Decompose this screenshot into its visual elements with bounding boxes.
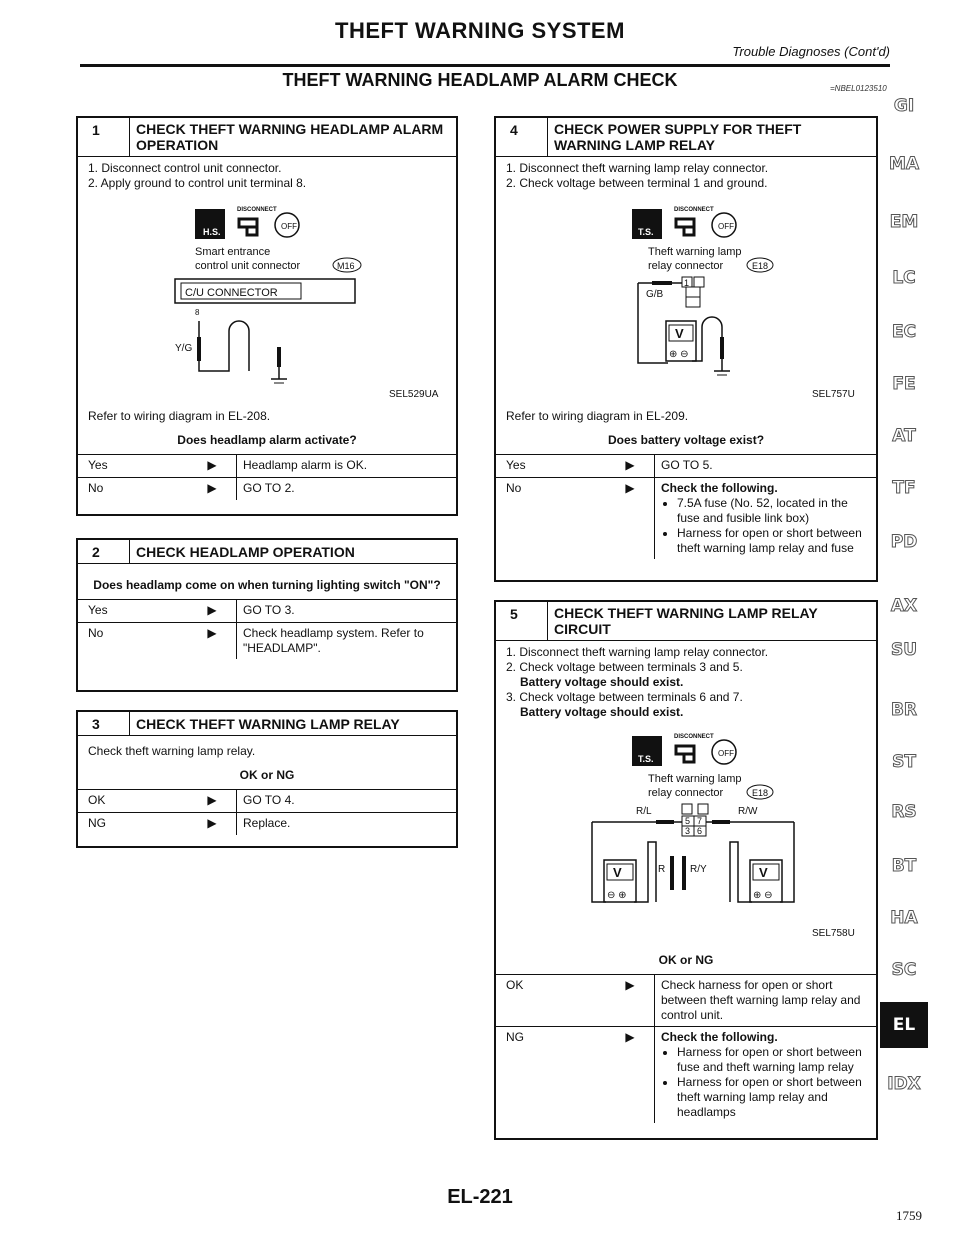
diagram-caption: Theft warning lamp bbox=[648, 246, 742, 258]
wire-color: R/Y bbox=[690, 864, 707, 875]
voltmeter-label: V bbox=[675, 326, 684, 341]
off-label: OFF bbox=[718, 749, 734, 758]
arrow-icon: ▶ bbox=[625, 1030, 635, 1044]
answer-label: Yes bbox=[88, 603, 108, 617]
step-number: 5 bbox=[496, 602, 548, 640]
step-text: 2. Check voltage between terminals 3 and 5. bbox=[506, 660, 743, 674]
question: Does headlamp come on when turning lighting switch "ON"? bbox=[93, 578, 441, 592]
step-spec: Battery voltage should exist. bbox=[520, 705, 684, 719]
diagram-caption: relay connector bbox=[648, 787, 724, 799]
ts-label: T.S. bbox=[638, 227, 654, 237]
answer-row bbox=[78, 789, 456, 812]
off-label: OFF bbox=[281, 222, 297, 231]
check-item: • 7.5A fuse (No. 52, located in the fuse and fusible link box) bbox=[677, 496, 870, 526]
diagram-caption: control unit connector bbox=[195, 260, 301, 272]
answer-label: NG bbox=[88, 816, 106, 830]
answer-row bbox=[496, 477, 876, 559]
disconnect-label: DISCONNECT bbox=[237, 207, 277, 213]
answer-label: No bbox=[88, 626, 104, 640]
refer-text: Refer to wiring diagram in EL-209. bbox=[506, 409, 689, 423]
answer-row bbox=[78, 599, 456, 622]
tab-su[interactable]: SU bbox=[890, 640, 918, 660]
tab-ha[interactable]: HA bbox=[890, 908, 918, 928]
answer-row bbox=[496, 974, 876, 1026]
hs-label: H.S. bbox=[203, 227, 221, 237]
terminal-label: 3 bbox=[685, 826, 691, 836]
check-heading: Check the following. bbox=[661, 1030, 778, 1044]
wire-color: Y/G bbox=[175, 343, 193, 354]
disconnect-label: DISCONNECT bbox=[674, 207, 714, 213]
step-text: 1. Disconnect theft warning lamp relay connector. bbox=[506, 645, 769, 659]
answer-result: Check headlamp system. Refer to "HEADLAMP". bbox=[236, 623, 456, 659]
arrow-icon: ▶ bbox=[207, 816, 217, 830]
wire-color: R/W bbox=[738, 806, 758, 817]
answer-row bbox=[496, 1026, 876, 1123]
answer-result: GO TO 5. bbox=[654, 455, 876, 477]
diagram-caption: relay connector bbox=[648, 260, 724, 272]
terminal-label: 8 bbox=[195, 308, 200, 317]
answer-row bbox=[78, 454, 456, 477]
terminal-label: 1 bbox=[684, 278, 690, 288]
tab-sc[interactable]: SC bbox=[891, 960, 917, 980]
tab-bt[interactable]: BT bbox=[891, 856, 917, 876]
answer-result: Check harness for open or short between theft warning lamp relay and control unit. bbox=[654, 975, 876, 1026]
check-item: • Harness for open or short between theft warning lamp relay and fuse bbox=[677, 526, 870, 556]
tab-pd[interactable]: PD bbox=[890, 532, 918, 552]
connector-icon bbox=[676, 219, 694, 235]
answer-row bbox=[496, 454, 876, 477]
ts-label: T.S. bbox=[638, 754, 654, 764]
tab-st[interactable]: ST bbox=[892, 752, 916, 772]
diagram-caption: Smart entrance bbox=[195, 246, 271, 258]
tab-ec[interactable]: EC bbox=[891, 322, 917, 342]
step-title: CHECK THEFT WARNING HEADLAMP ALARM OPERATION bbox=[136, 121, 444, 153]
answer-result: GO TO 4. bbox=[236, 790, 456, 812]
connector-label: C/U CONNECTOR bbox=[185, 287, 278, 299]
wiring-diagram bbox=[506, 726, 866, 946]
connector-icon bbox=[239, 219, 257, 235]
terminal-label: 7 bbox=[697, 816, 703, 826]
question: OK or NG bbox=[239, 768, 295, 782]
arrow-icon: ▶ bbox=[207, 626, 217, 640]
answer-label: No bbox=[88, 481, 104, 495]
tab-tf[interactable]: TF bbox=[892, 478, 916, 498]
step-box-3 bbox=[76, 710, 458, 848]
step-text: 1. Disconnect control unit connector. bbox=[88, 161, 282, 175]
check-item: • Harness for open or short between fuse and theft warning lamp relay bbox=[677, 1045, 870, 1075]
arrow-icon: ▶ bbox=[625, 481, 635, 495]
header-rule bbox=[80, 64, 890, 67]
step-spec: Battery voltage should exist. bbox=[520, 675, 684, 689]
wire-color: R bbox=[658, 864, 666, 875]
arrow-icon: ▶ bbox=[207, 458, 217, 472]
answer-result bbox=[654, 1027, 876, 1123]
step-box-2 bbox=[76, 538, 458, 692]
diagram-code: SEL758U bbox=[812, 928, 855, 939]
off-label: OFF bbox=[718, 222, 734, 231]
refer-text: Refer to wiring diagram in EL-208. bbox=[88, 409, 271, 423]
connector-id: E18 bbox=[752, 261, 769, 271]
tab-idx[interactable]: IDX bbox=[887, 1074, 921, 1094]
tab-em[interactable]: EM bbox=[889, 212, 919, 232]
step-box-4 bbox=[494, 116, 878, 582]
step-text: 3. Check voltage between terminals 6 and 7. bbox=[506, 690, 743, 704]
answer-row bbox=[78, 622, 456, 659]
answer-result: GO TO 3. bbox=[236, 600, 456, 622]
tab-rs[interactable]: RS bbox=[891, 802, 917, 822]
step-box-1 bbox=[76, 116, 458, 516]
tab-el-active[interactable]: EL bbox=[880, 1002, 928, 1048]
answer-row bbox=[78, 812, 456, 835]
answer-label: OK bbox=[506, 978, 524, 992]
step-title: CHECK HEADLAMP OPERATION bbox=[136, 544, 355, 560]
arrow-icon: ▶ bbox=[207, 603, 217, 617]
diagram-code: SEL757U bbox=[812, 389, 855, 400]
reference-code: =NBEL0123510 bbox=[830, 84, 887, 93]
step-number: 2 bbox=[78, 540, 130, 563]
connector-icon bbox=[676, 746, 694, 762]
answer-row bbox=[78, 477, 456, 500]
disconnect-label: DISCONNECT bbox=[674, 734, 714, 740]
step-text: 2. Check voltage between terminal 1 and ground. bbox=[506, 176, 768, 190]
question: Does headlamp alarm activate? bbox=[177, 433, 357, 447]
question: Does battery voltage exist? bbox=[607, 433, 765, 447]
circuit-wire bbox=[199, 321, 249, 371]
connector-id: M16 bbox=[337, 261, 355, 271]
terminal-label: 5 bbox=[685, 816, 691, 826]
wire-color: G/B bbox=[646, 289, 664, 300]
page-subtitle: Trouble Diagnoses (Cont'd) bbox=[732, 44, 890, 59]
answer-label: NG bbox=[506, 1030, 524, 1044]
wiring-diagram bbox=[506, 197, 866, 407]
voltmeter-label: V bbox=[759, 865, 768, 880]
step-number: 4 bbox=[496, 118, 548, 156]
arrow-icon: ▶ bbox=[207, 481, 217, 495]
step-text: 2. Apply ground to control unit terminal 8. bbox=[88, 176, 307, 190]
wiring-diagram bbox=[87, 197, 447, 407]
voltmeter-label: V bbox=[613, 865, 622, 880]
answer-label: Yes bbox=[88, 458, 108, 472]
connector-id: E18 bbox=[752, 788, 769, 798]
tab-ma[interactable]: MA bbox=[888, 154, 920, 174]
arrow-icon: ▶ bbox=[625, 458, 635, 472]
svg-text:⊖ ⊕: ⊖ ⊕ bbox=[607, 890, 627, 901]
diagram-caption: Theft warning lamp bbox=[648, 773, 742, 785]
step-title: CHECK THEFT WARNING LAMP RELAY CIRCUIT bbox=[554, 605, 818, 637]
answer-result bbox=[654, 478, 876, 559]
check-item: • Harness for open or short between theft warning lamp relay and headlamps bbox=[677, 1075, 870, 1120]
check-heading: Check the following. bbox=[661, 481, 778, 495]
step-number: 3 bbox=[78, 712, 130, 735]
step-title: CHECK POWER SUPPLY FOR THEFT WARNING LAMP RELAY bbox=[554, 121, 802, 153]
step-box-5 bbox=[494, 600, 878, 1140]
tab-fe[interactable]: FE bbox=[892, 374, 916, 394]
step-number: 1 bbox=[78, 118, 130, 156]
step-text: Check theft warning lamp relay. bbox=[88, 744, 256, 758]
answer-label: OK bbox=[88, 793, 106, 807]
page-code: EL-221 bbox=[447, 1186, 513, 1208]
tab-gi[interactable]: GI bbox=[893, 96, 915, 116]
section-title: THEFT WARNING HEADLAMP ALARM CHECK bbox=[282, 70, 678, 90]
answer-result: Replace. bbox=[236, 813, 456, 835]
tab-lc[interactable]: LC bbox=[892, 268, 916, 288]
tab-at[interactable]: AT bbox=[892, 426, 916, 446]
answer-label: Yes bbox=[506, 458, 526, 472]
wire-color: R/L bbox=[636, 806, 652, 817]
step-title: CHECK THEFT WARNING LAMP RELAY bbox=[136, 716, 400, 732]
answer-result: Headlamp alarm is OK. bbox=[236, 455, 456, 477]
answer-label: No bbox=[506, 481, 522, 495]
page-number: 1759 bbox=[896, 1208, 922, 1223]
arrow-icon: ▶ bbox=[207, 793, 217, 807]
diagram-code: SEL529UA bbox=[389, 389, 439, 400]
step-text: 1. Disconnect theft warning lamp relay connector. bbox=[506, 161, 769, 175]
page-title: THEFT WARNING SYSTEM bbox=[335, 18, 625, 43]
svg-text:⊕ ⊖: ⊕ ⊖ bbox=[669, 349, 689, 360]
tab-ax[interactable]: AX bbox=[890, 596, 918, 616]
tab-br[interactable]: BR bbox=[890, 700, 918, 720]
question: OK or NG bbox=[658, 953, 714, 967]
answer-result: GO TO 2. bbox=[236, 478, 456, 500]
terminal-label: 6 bbox=[697, 826, 703, 836]
svg-text:⊕ ⊖: ⊕ ⊖ bbox=[753, 890, 773, 901]
arrow-icon: ▶ bbox=[625, 978, 635, 992]
